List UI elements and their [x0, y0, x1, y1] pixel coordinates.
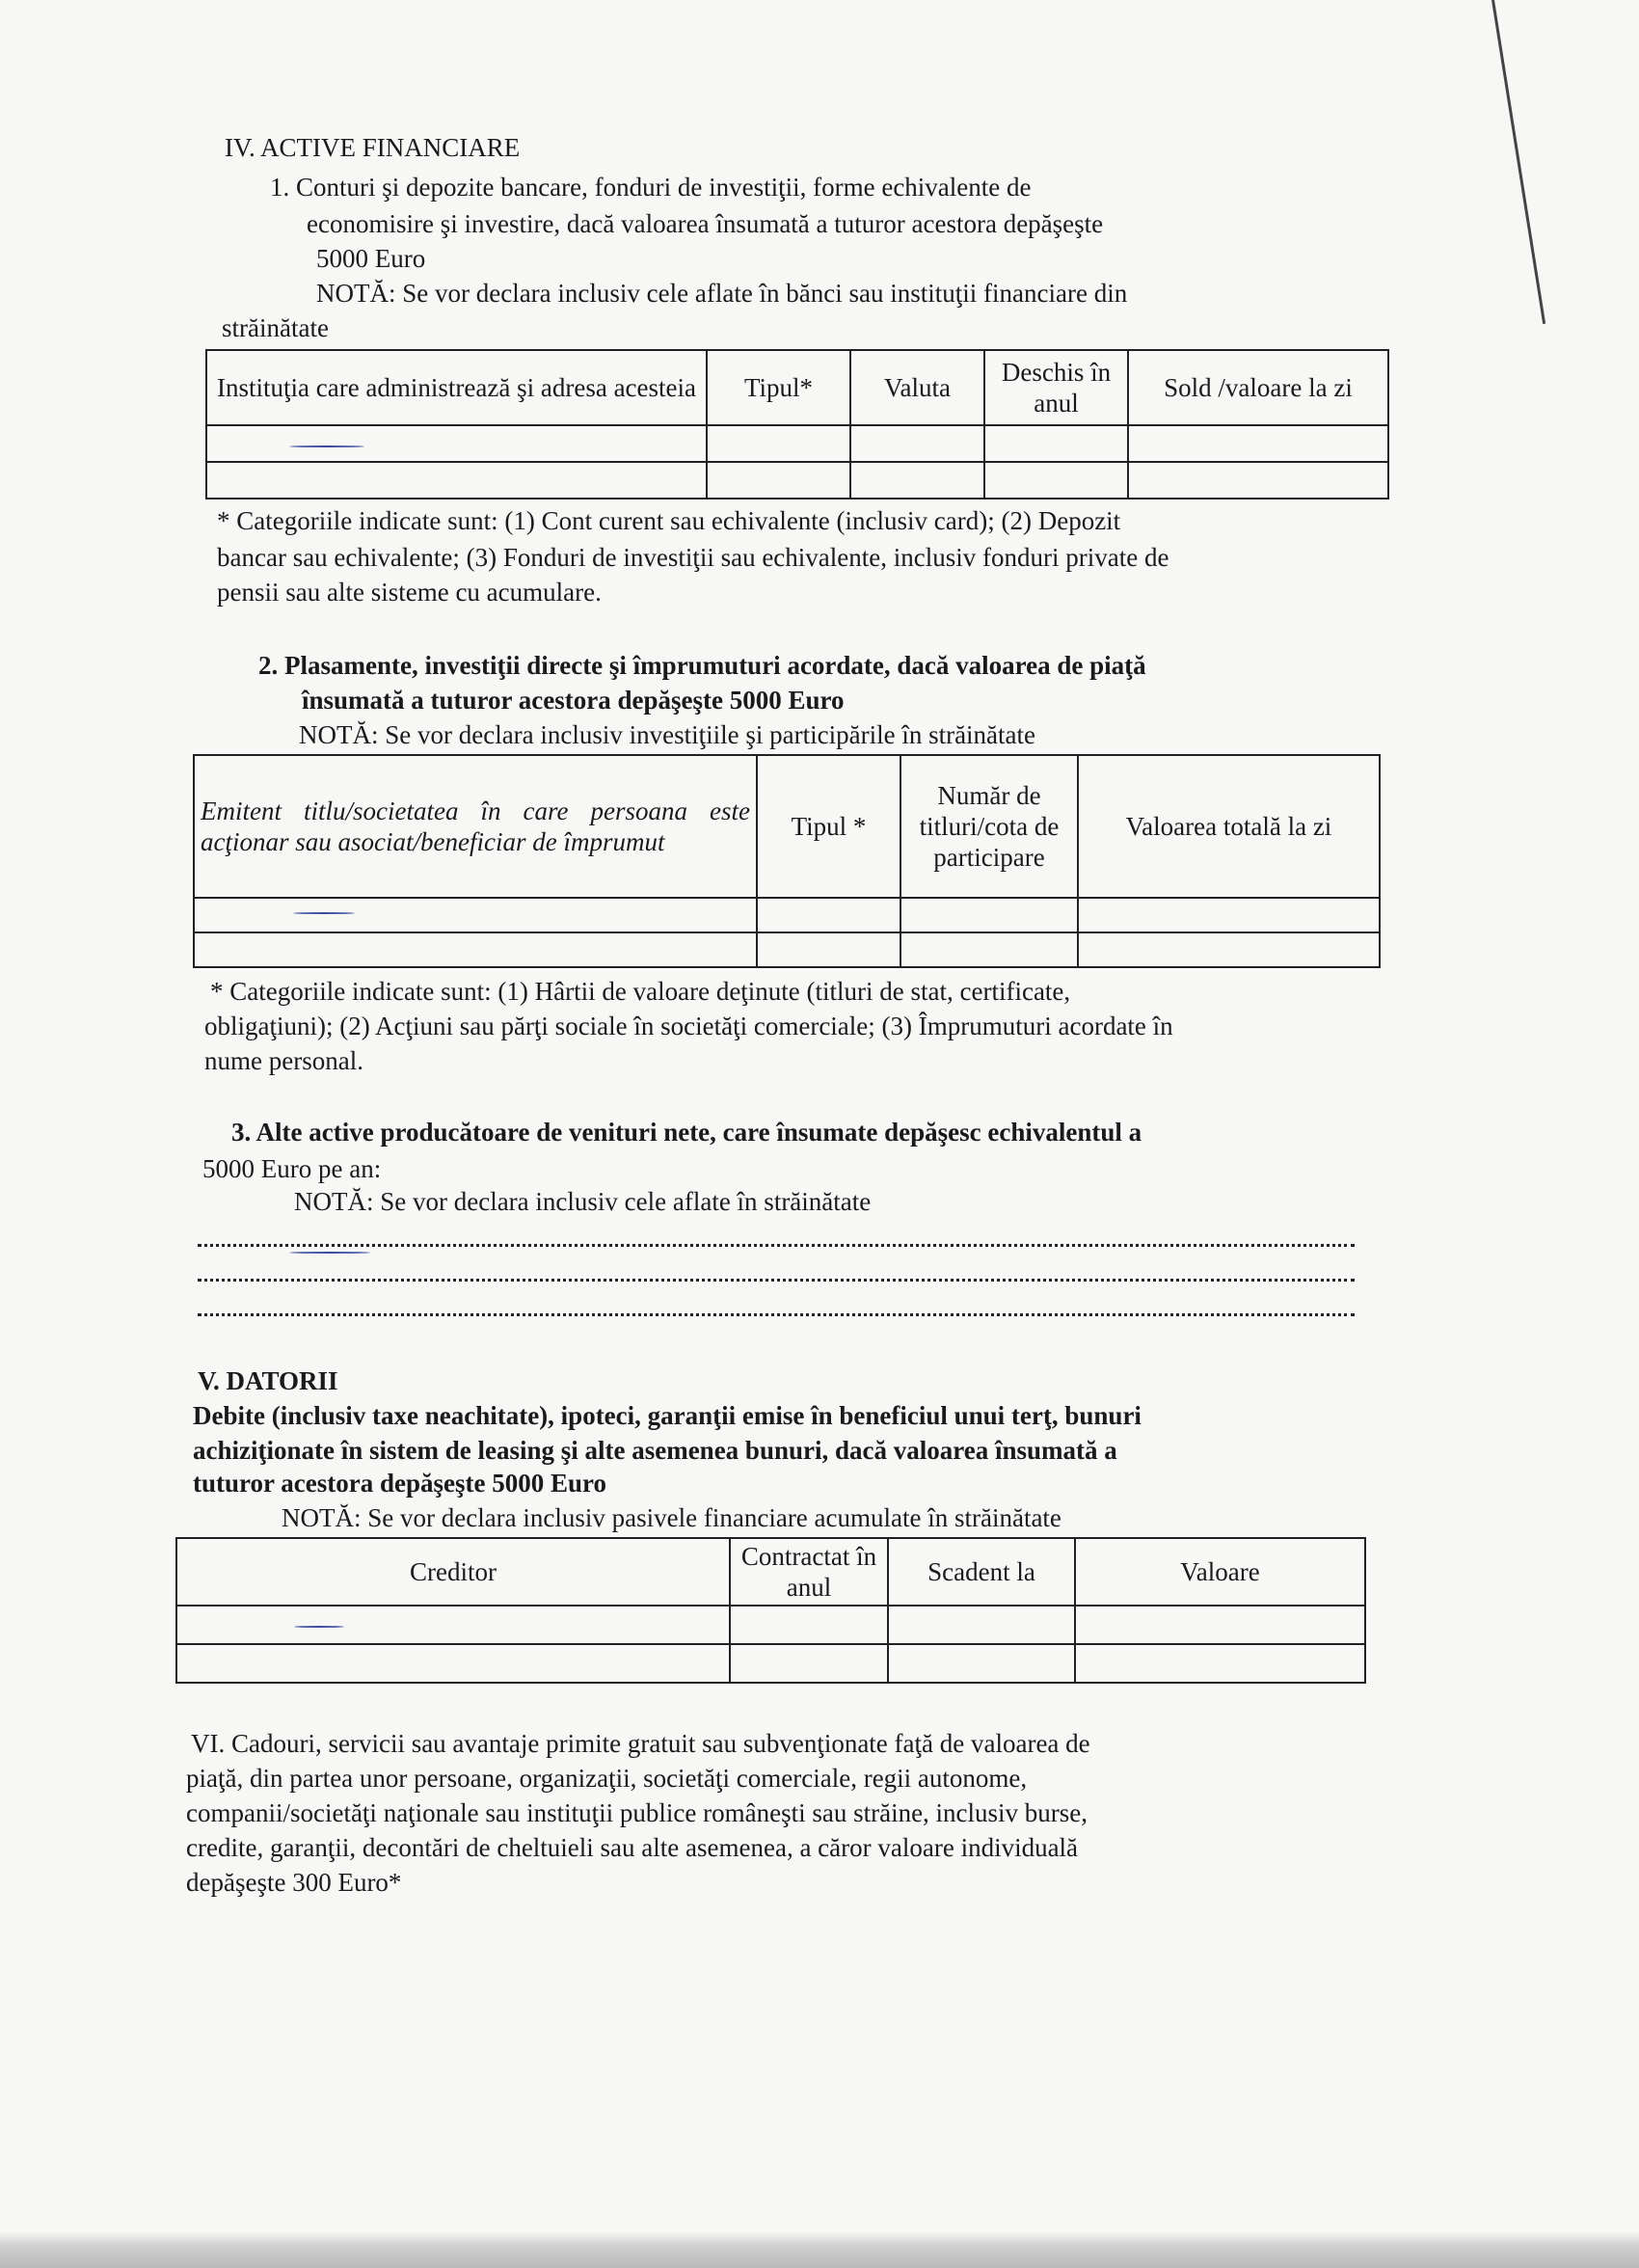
item2-line2: însumată a tuturor acestora depăşeşte 5000 Euro: [302, 686, 845, 715]
item1-line2: economisire şi investire, dacă valoarea însumată a tuturor acestora depăşeşte: [307, 209, 1104, 238]
section-iv-title: IV. ACTIVE FINANCIARE: [225, 133, 521, 162]
header-contracted-year: Contractat în anul: [730, 1538, 888, 1606]
pen-mark: [289, 1252, 370, 1254]
item1-note-line1: NOTĂ: Se vor declara inclusiv cele aflate în bănci sau instituţii financiare din: [316, 279, 1128, 308]
section-v-line2: achiziţionate în sistem de leasing şi alte asemenea bunuri, dacă valoarea însumată a: [193, 1436, 1117, 1465]
dotted-fill-line: [198, 1313, 1355, 1316]
debts-table: [175, 1537, 1366, 1684]
dotted-fill-line: [198, 1279, 1355, 1282]
table-row: [206, 425, 1388, 462]
table-row: [206, 462, 1388, 499]
header-currency: Valuta: [850, 350, 984, 425]
bank-accounts-table: [205, 349, 1389, 500]
header-due-date: Scadent la: [888, 1538, 1075, 1606]
investments-table: [193, 754, 1381, 968]
pen-mark: [294, 1626, 344, 1628]
table-header-row: [194, 755, 1380, 898]
section-v-line3: tuturor acestora depăşeşte 5000 Euro: [193, 1469, 606, 1498]
section-v-title: V. DATORII: [198, 1366, 338, 1395]
scan-artifact-line: [1491, 0, 1545, 324]
section-vi-line5: depăşeşte 300 Euro*: [186, 1868, 402, 1897]
header-shares-count: Număr de titluri/cota de participare: [900, 755, 1078, 898]
section-v-line1: Debite (inclusiv taxe neachitate), ipoteci, garanţii emise în beneficiul unui terţ, bunuri: [193, 1401, 1142, 1430]
section-vi-line1: VI. Cadouri, servicii sau avantaje primite gratuit sau subvenţionate faţă de valoarea de: [191, 1729, 1090, 1758]
header-institution: Instituţia care administrează şi adresa acesteia: [206, 350, 707, 425]
item2-note: NOTĂ: Se vor declara inclusiv investiţiile şi participările în străinătate: [299, 720, 1036, 749]
scan-bottom-edge: [0, 2231, 1639, 2268]
table-row: [176, 1606, 1365, 1644]
item1-footnote-line2: bancar sau echivalente; (3) Fonduri de investiţii sau echivalente, inclusiv fonduri private de: [217, 543, 1169, 572]
table-row: [194, 898, 1380, 932]
item2-footnote-line3: nume personal.: [204, 1046, 363, 1075]
table-header-row: [176, 1538, 1365, 1606]
item2-footnote-line2: obligaţiuni); (2) Acţiuni sau părţi sociale în societăţi comerciale; (3) Împrumuturi acordate în: [204, 1012, 1173, 1040]
section-v-note: NOTĂ: Se vor declara inclusiv pasivele financiare acumulate în străinătate: [282, 1503, 1061, 1532]
header-balance: Sold /valoare la zi: [1128, 350, 1388, 425]
item1-line1: 1. Conturi şi depozite bancare, fonduri de investiţii, forme echivalente de: [270, 173, 1032, 202]
item1-footnote-line3: pensii sau alte sisteme cu acumulare.: [217, 578, 602, 607]
pen-mark: [293, 912, 355, 914]
item2-line1: 2. Plasamente, investiţii directe şi împrumuturi acordate, dacă valoarea de piaţă: [258, 651, 1146, 680]
item3-line1: 3. Alte active producătoare de venituri nete, care însumate depăşesc echivalentul a: [231, 1118, 1142, 1147]
item3-line2: 5000 Euro pe an:: [202, 1154, 382, 1183]
header-type: Tipul*: [707, 350, 850, 425]
section-vi-line2: piaţă, din partea unor persoane, organizaţii, societăţi comerciale, regii autonome,: [186, 1764, 1028, 1793]
dotted-fill-line: [198, 1244, 1355, 1247]
section-vi-line3: companii/societăţi naţionale sau instituţii publice româneşti sau străine, inclusiv burse,: [186, 1798, 1088, 1827]
header-opened-year: Deschis în anul: [984, 350, 1128, 425]
table-header-row: [206, 350, 1388, 425]
item1-footnote-line1: * Categoriile indicate sunt: (1) Cont curent sau echivalente (inclusiv card); (2) Depozit: [217, 506, 1121, 535]
header-issuer: Emitent titlu/societatea în care persoana este acţionar sau asociat/beneficiar de împrumut: [194, 755, 757, 898]
header-value: Valoare: [1075, 1538, 1365, 1606]
section-vi-line4: credite, garanţii, decontări de cheltuieli sau alte asemenea, a căror valoare individuală: [186, 1833, 1079, 1862]
item1-line3: 5000 Euro: [316, 244, 426, 273]
item2-footnote-line1: * Categoriile indicate sunt: (1) Hârtii de valoare deţinute (titluri de stat, certificate,: [210, 977, 1071, 1006]
item3-note: NOTĂ: Se vor declara inclusiv cele aflate în străinătate: [294, 1187, 872, 1216]
table-row: [176, 1644, 1365, 1683]
table-row: [194, 932, 1380, 967]
pen-mark: [289, 446, 364, 447]
header-type: Tipul *: [757, 755, 900, 898]
header-creditor: Creditor: [176, 1538, 730, 1606]
item1-note-line2: străinătate: [222, 313, 329, 342]
header-total-value: Valoarea totală la zi: [1078, 755, 1380, 898]
